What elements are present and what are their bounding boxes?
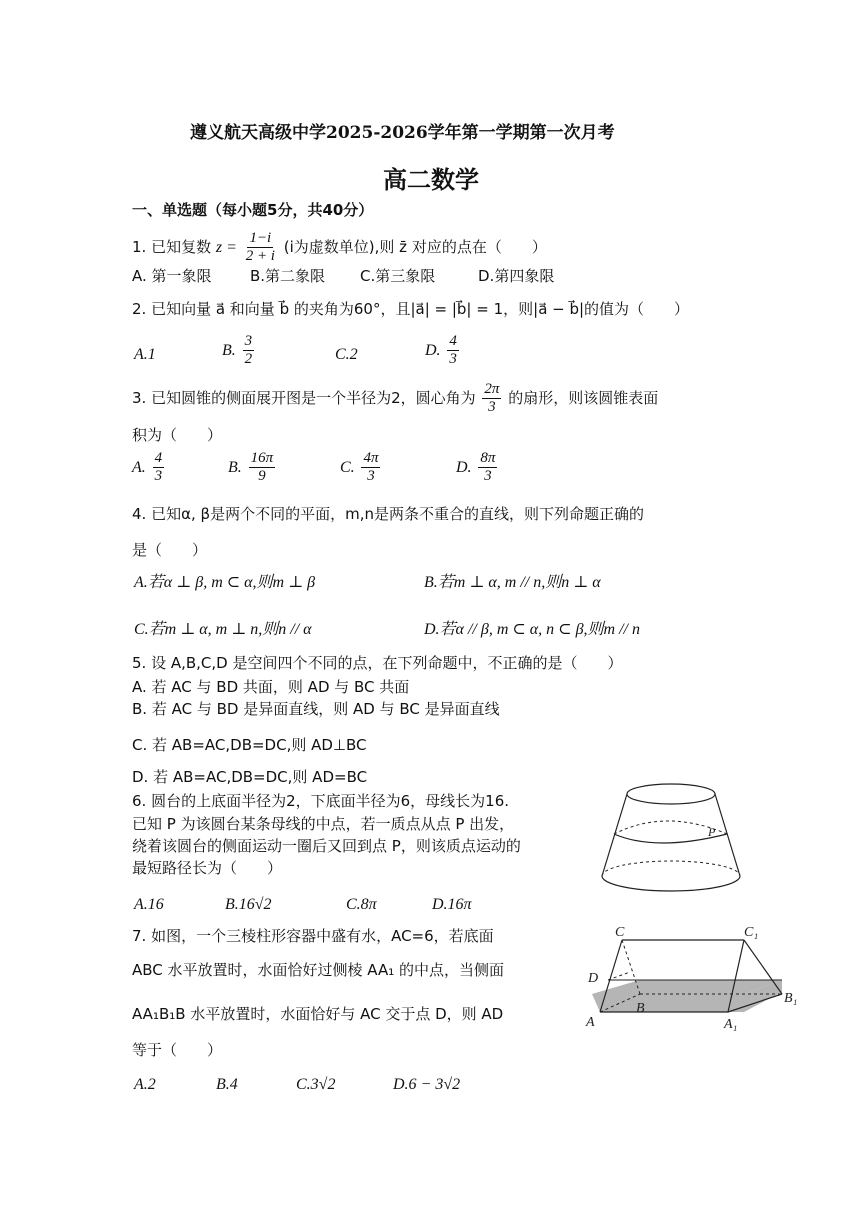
q4-option-b: B.若m ⊥ α, m // n,则n ⊥ α [424,574,601,591]
q2-option-d-label: D. [425,342,441,359]
q3-a-frac [153,450,165,485]
q5-option-b: B. 若 AC 与 BD 是异面直线，则 AD 与 BC 是异面直线 [132,700,500,718]
label-a: A [586,1015,595,1030]
q3-option-b [228,450,277,485]
frustum-bottom-back [602,861,740,876]
question-1 [132,230,547,265]
q6-option-c: C.8π [346,896,377,913]
q1-option-b: B.第二象限 [250,267,326,285]
q3-b-label: B. [228,459,242,476]
q7-line4: 等于（ ） [132,1041,223,1059]
frustum-left-generatrix [602,794,627,876]
q6-line2: 已知 P 为该圆台某条母线的中点，若一质点从点 P 出发， [132,815,515,833]
q1-option-a: A. 第一象限 [132,267,212,285]
question-2: 2. 已知向量 a⃗ 和向量 b⃗ 的夹角为60°，且|a⃗| = |b⃗| = 1，则|a⃗ − b⃗|的值为（ ） [132,300,690,318]
q1-prefix: 1. 已知复数 [132,238,212,256]
q1-suffix: (i为虚数单位),则 z̄ 对应的点在（ ） [283,238,547,256]
q1-numerator: 1−i [249,230,272,246]
prism-figure [582,920,807,1032]
q3-b-frac [249,450,276,485]
question-4: 4. 已知α, β是两个不同的平面，m,n是两条不重合的直线，则下列命题正确的 [132,505,644,523]
q6-option-b: B.16√2 [225,896,272,913]
q3-c-label: C. [340,459,355,476]
q4-option-a: A.若α ⊥ β, m ⊂ α,则m ⊥ β [134,574,316,591]
q3-d-num: 8π [480,450,496,466]
q2-b-num: 3 [244,333,253,349]
q6-line4: 最短路径长为（ ） [132,859,283,877]
q3-angle-den: 3 [488,399,496,415]
q2-d-den: 3 [449,351,457,367]
q1-option-c: C.第三象限 [360,267,436,285]
q2-d-num: 4 [449,333,457,349]
label-b1: B₁ [784,991,798,1006]
q7-option-c: C.3√2 [296,1076,336,1093]
q3-c-den: 3 [367,468,375,484]
q3-d-label: D. [456,459,472,476]
question-7: 7. 如图，一个三棱柱形容器中盛有水，AC=6，若底面 [132,927,494,945]
subject-title: 高二数学 [383,165,479,194]
frustum-figure [596,778,746,903]
exam-title: 遵义航天高级中学2025-2026学年第一学期第一次月考 [190,123,615,143]
q3-angle-num: 2π [484,381,500,397]
q3-option-d [456,450,499,485]
section-heading: 一、单选题（每小题5分，共40分） [132,201,374,219]
question-6: 6. 圆台的上底面半径为2，下底面半径为6，母线长为16. [132,792,510,810]
q3-a-label: A. [132,459,146,476]
q4-option-c: C.若m ⊥ α, m ⊥ n,则n // α [134,621,312,638]
q2-option-d [425,333,461,368]
q3-option-c [340,450,382,485]
q7-line2: ABC 水平放置时，水面恰好过侧棱 AA₁ 的中点，当侧面 [132,961,505,979]
q3-a-num: 4 [154,450,163,466]
q7-option-b: B.4 [216,1076,238,1093]
label-d: D [588,971,599,986]
q2-option-a: A.1 [134,346,156,363]
q6-line3: 绕着该圆台的侧面运动一圈后又回到点 P，则该质点运动的 [132,837,521,855]
q3-option-a [132,450,166,485]
q3-suffix: 的扇形，则该圆锥表面 [508,389,659,407]
q2-option-b [222,333,256,368]
q7-line3: AA₁B₁B 水平放置时，水面恰好与 AC 交于点 D，则 AD [132,1005,504,1023]
q3-d-den: 3 [484,468,492,484]
label-b: B [636,1001,645,1016]
q2-option-c: C.2 [335,346,358,363]
q3-a-den: 3 [154,468,163,484]
q1-denominator: 2 + i [245,248,275,264]
q5-option-a: A. 若 AC 与 BD 共面，则 AD 与 BC 共面 [132,678,410,696]
q5-option-c: C. 若 AB=AC,DB=DC,则 AD⊥BC [132,736,367,754]
q1-z: z = [215,239,237,256]
q3-c-frac [361,450,380,485]
q3-b-den: 9 [258,468,266,484]
label-c: C [615,925,625,940]
q2-option-d-frac [447,333,459,368]
q2-b-den: 2 [244,351,253,367]
q3-b-num: 16π [250,450,274,466]
q3-angle [482,381,501,416]
frustum-top-ellipse [627,784,715,804]
frustum-bottom-front [602,876,740,891]
q4-line2: 是（ ） [132,541,208,559]
q3-line2: 积为（ ） [132,426,223,444]
label-c1: C₁ [744,925,759,940]
q3-c-num: 4π [363,450,379,466]
q2-option-b-label: B. [222,342,236,359]
q7-option-a: A.2 [134,1076,156,1093]
frustum-right-generatrix [715,794,740,876]
q7-option-d: D.6 − 3√2 [393,1076,461,1093]
q6-option-d: D.16π [432,896,472,913]
q3-prefix: 3. 已知圆锥的侧面展开图是一个半径为2，圆心角为 [132,389,476,407]
frustum-point-p: P [708,825,716,839]
q6-option-a: A.16 [134,896,164,913]
q2-option-b-frac [243,333,255,368]
label-a1: A₁ [724,1017,738,1032]
q5-option-d: D. 若 AB=AC,DB=DC,则 AD=BC [132,768,368,786]
question-3 [132,381,658,416]
question-5: 5. 设 A,B,C,D 是空间四个不同的点，在下列命题中，不正确的是（ ） [132,654,623,672]
q3-d-frac [478,450,497,485]
q1-fraction [244,230,277,265]
q4-option-d: D.若α // β, m ⊂ α, n ⊂ β,则m // n [424,621,640,638]
q1-option-d: D.第四象限 [478,267,555,285]
